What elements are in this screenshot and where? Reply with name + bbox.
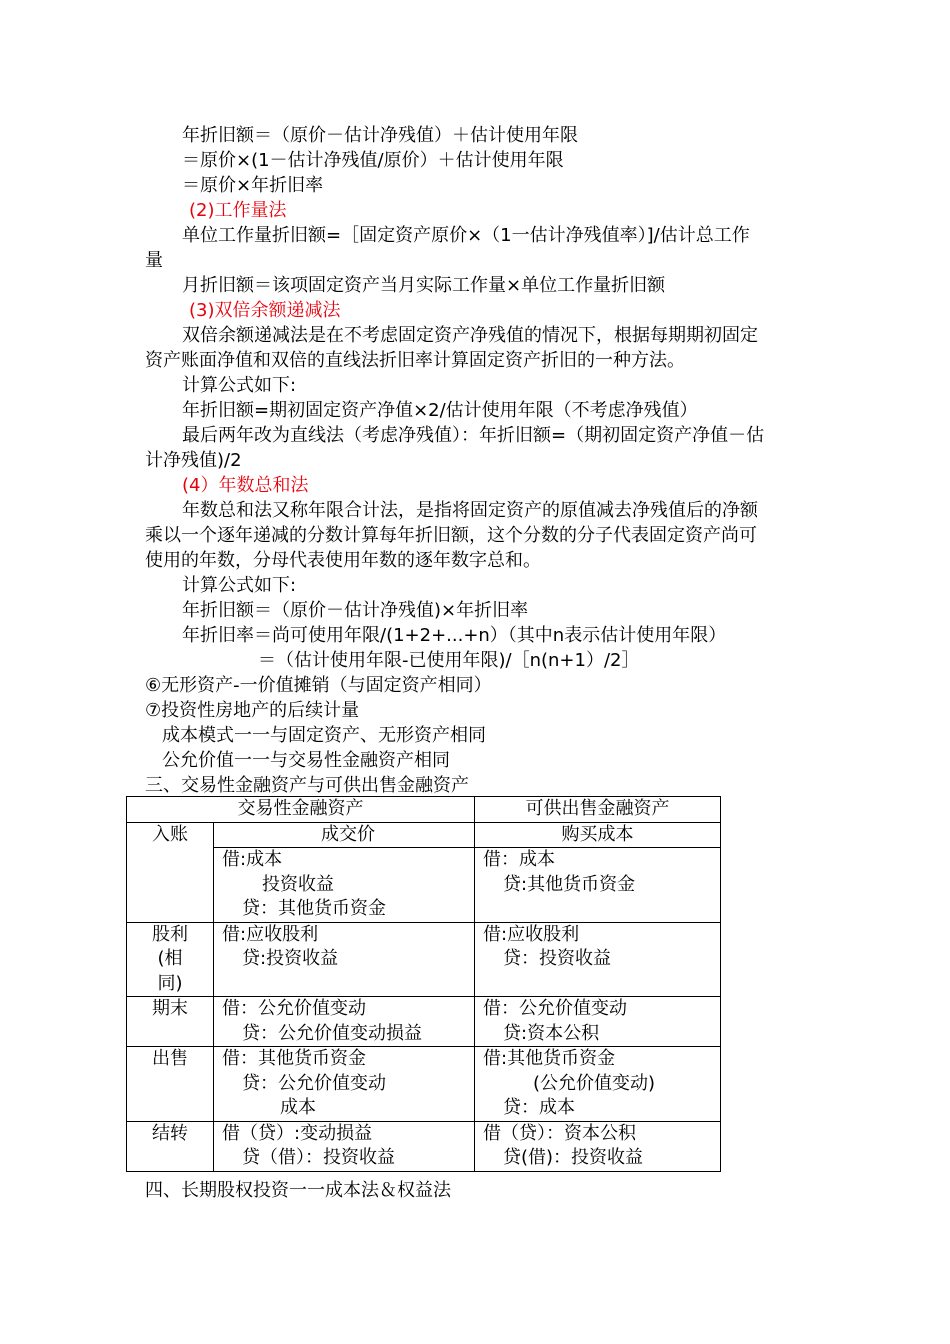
- formula-line: 单位工作量折旧额=［固定资产原价×（1一估计净残值率）]/估计总工作: [182, 225, 750, 246]
- table-cell: [214, 848, 475, 923]
- row-label-line: 同): [157, 972, 183, 994]
- list-item: 公允价值一一与交易性金融资产相同: [162, 750, 450, 771]
- entry-line: 贷：公允价值变动损益: [242, 1022, 422, 1044]
- comparison-table: [126, 796, 721, 1172]
- entry-line: 贷:资本公积: [503, 1022, 600, 1044]
- header-cell: 交易性金融资产: [127, 797, 475, 823]
- formula-line: 年折旧额＝（原价－估计净残值）＋估计使用年限: [182, 125, 578, 146]
- entry-line: 借:其他货币资金: [483, 1048, 616, 1069]
- header-cell: 可供出售金融资产: [475, 797, 721, 823]
- entry-line: (公允价值变动): [533, 1072, 656, 1094]
- table-cell: 购买成本: [475, 822, 721, 848]
- formula-line: ＝（估计使用年限-已使用年限)/［n(n+1）/2］: [258, 650, 640, 671]
- list-item: ⑥无形资产-一价值摊销（与固定资产相同）: [145, 675, 492, 696]
- row-label: 期末: [127, 997, 214, 1047]
- section-heading: (3)双倍余额递减法: [189, 300, 341, 321]
- list-item: ⑦投资性房地产的后续计量: [145, 700, 360, 721]
- row-label-line: (相: [157, 948, 183, 969]
- table-cell: [214, 1121, 475, 1171]
- paragraph-line: 乘以一个逐年递减的分数计算每年折旧额，这个分数的分子代表固定资产尚可: [145, 525, 757, 546]
- section-title: 三、交易性金融资产与可供出售金融资产: [145, 775, 469, 796]
- entry-line: 贷（借）：投资收益: [242, 1147, 395, 1168]
- paragraph-line: 计算公式如下:: [182, 575, 297, 596]
- entry-line: 借：公允价值变动: [222, 998, 366, 1019]
- entry-line: 贷：成本: [503, 1097, 575, 1118]
- formula-line: 年折旧率＝尚可使用年限/(1+2+...+n）（其中n表示估计使用年限）: [182, 625, 727, 646]
- section-heading: (2)工作量法: [189, 200, 287, 221]
- table-cell: [475, 922, 721, 997]
- row-label-line: 股利: [152, 923, 188, 945]
- section-title: 四、长期股权投资一一成本法＆权益法: [145, 1180, 451, 1201]
- table-cell: [475, 1047, 721, 1122]
- formula-line: 计净残值)/2: [145, 450, 242, 471]
- table-cell: [214, 1047, 475, 1122]
- entry-line: 贷：公允价值变动: [242, 1072, 386, 1094]
- table-cell: [475, 1121, 721, 1171]
- entry-line: 借：成本: [483, 849, 555, 870]
- table-cell: [214, 922, 475, 997]
- entry-line: 借（贷）:变动损益: [222, 1122, 373, 1144]
- entry-line: 借：其他货币资金: [222, 1048, 366, 1069]
- table-header-row: [127, 797, 721, 823]
- row-label: 入账: [127, 822, 214, 922]
- table-row: [127, 997, 721, 1047]
- entry-line: 借（贷）：资本公积: [483, 1122, 636, 1144]
- table-cell: [214, 997, 475, 1047]
- table-row: [127, 848, 721, 923]
- entry-line: 贷(借)：投资收益: [503, 1147, 644, 1168]
- formula-line: 量: [145, 250, 163, 271]
- list-item: 成本模式一一与固定资产、无形资产相同: [162, 725, 486, 746]
- entry-line: 成本: [280, 1097, 316, 1118]
- entry-line: 贷:投资收益: [242, 948, 339, 969]
- formula-line: ＝原价×(1－估计净残值/原价）＋估计使用年限: [182, 150, 564, 171]
- table-row: [127, 822, 721, 848]
- row-label: 出售: [127, 1047, 214, 1122]
- entry-line: 贷：投资收益: [503, 948, 611, 969]
- table-cell: 成交价: [214, 822, 475, 848]
- paragraph-line: 计算公式如下:: [182, 375, 297, 396]
- entry-line: 借：公允价值变动: [483, 998, 627, 1019]
- formula-line: 年折旧额=期初固定资产净值×2/估计使用年限（不考虑净残值）: [182, 400, 698, 421]
- formula-line: 月折旧额＝该项固定资产当月实际工作量×单位工作量折旧额: [182, 275, 666, 296]
- formula-line: 最后两年改为直线法（考虑净残值）：年折旧额=（期初固定资产净值－估: [182, 425, 765, 446]
- entry-line: 借:应收股利: [483, 923, 580, 945]
- entry-line: 贷：其他货币资金: [242, 898, 386, 919]
- table-row: [127, 1047, 721, 1122]
- formula-line: 年折旧额＝（原价－估计净残值)×年折旧率: [182, 600, 529, 621]
- entry-line: 借:成本: [222, 849, 283, 870]
- paragraph-line: 年数总和法又称年限合计法，是指将固定资产的原值减去净残值后的净额: [182, 500, 758, 521]
- table-cell: [475, 997, 721, 1047]
- table-row: [127, 922, 721, 997]
- table-cell: [475, 848, 721, 923]
- formula-line: ＝原价×年折旧率: [182, 175, 324, 196]
- section-heading: (4）年数总和法: [182, 475, 309, 496]
- paragraph-line: 资产账面净值和双倍的直线法折旧率计算固定资产折旧的一种方法。: [145, 350, 685, 371]
- entry-line: 贷:其他货币资金: [503, 873, 636, 895]
- entry-line: 借:应收股利: [222, 923, 319, 945]
- paragraph-line: 使用的年数，分母代表使用年数的逐年数字总和。: [145, 550, 541, 571]
- row-label: 结转: [127, 1121, 214, 1171]
- table-row: [127, 1121, 721, 1171]
- paragraph-line: 双倍余额递减法是在不考虑固定资产净残值的情况下，根据每期期初固定: [182, 325, 758, 346]
- row-label: [127, 922, 214, 997]
- entry-line: 投资收益: [262, 873, 334, 895]
